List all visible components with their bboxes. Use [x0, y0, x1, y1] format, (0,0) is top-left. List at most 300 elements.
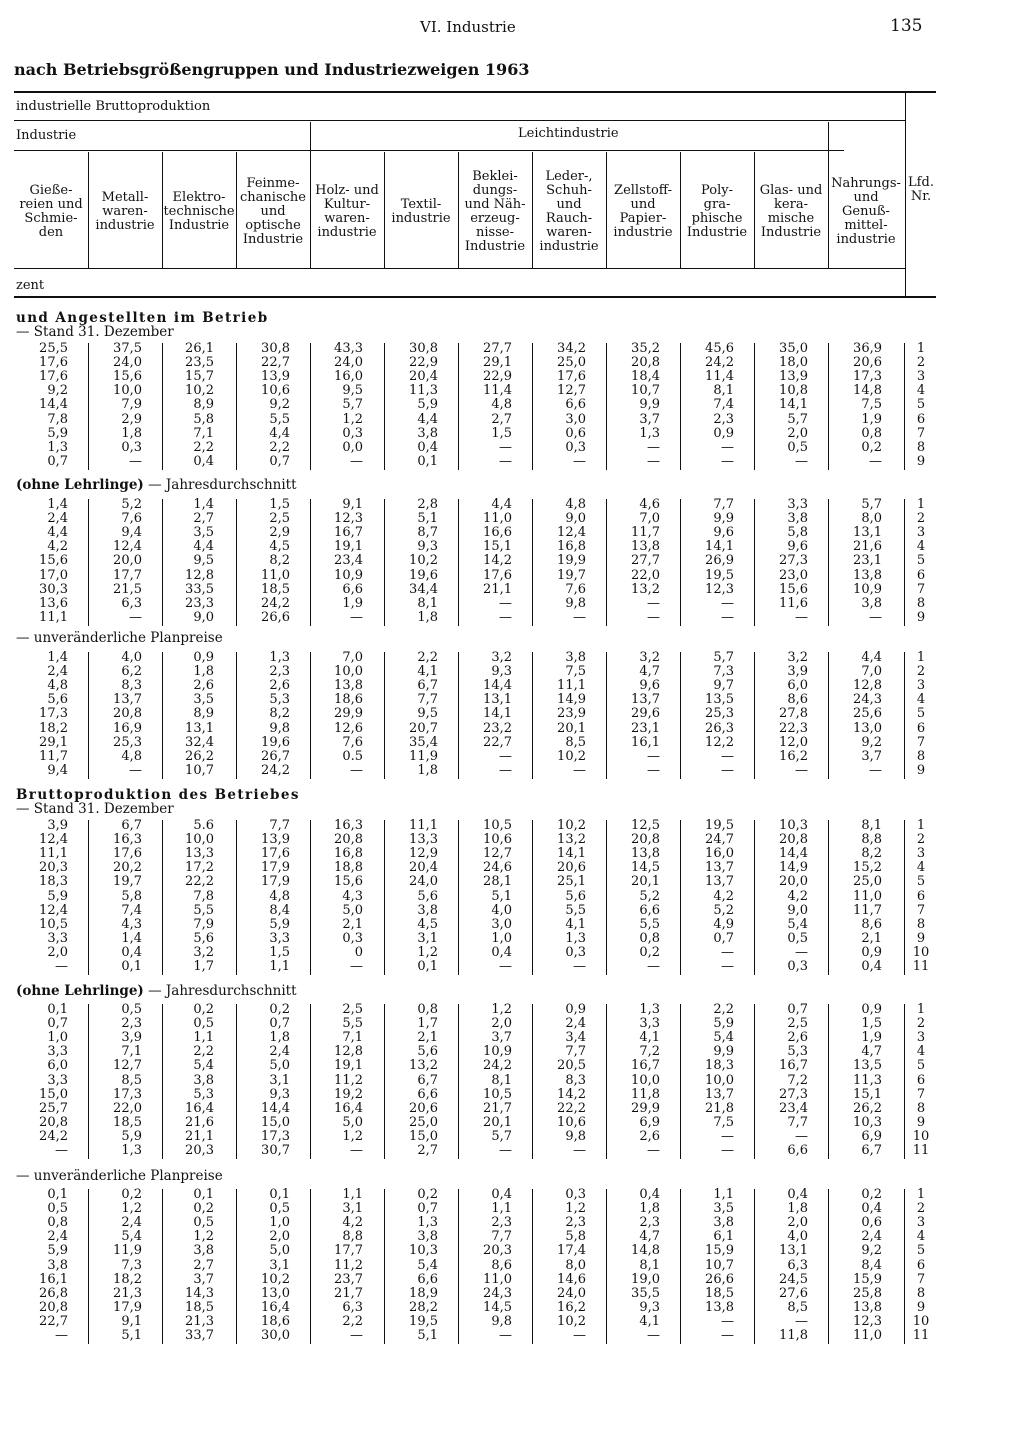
table-cell: 12,4: [557, 525, 586, 541]
column-rule: [828, 652, 829, 779]
row-number: 9: [916, 1299, 926, 1315]
table-cell: 16,8: [334, 846, 363, 862]
table-cell: 1,4: [121, 930, 142, 946]
table-cell: 27,8: [779, 706, 808, 722]
table-cell: 2,9: [269, 525, 290, 541]
table-cell: 0,2: [861, 439, 882, 455]
table-cell: —: [721, 1143, 734, 1158]
table-cell: 0: [354, 944, 363, 960]
table-cell: 18,9: [409, 1285, 438, 1301]
table-cell: 19,6: [261, 734, 290, 750]
table-cell: 3,1: [269, 1072, 290, 1088]
column-rule: [532, 499, 533, 626]
table-cell: 7,5: [713, 1114, 734, 1130]
table-cell: 7,7: [787, 1114, 808, 1130]
table-cell: 32,4: [185, 734, 214, 750]
row-number: 10: [912, 1128, 930, 1144]
table-cell: 3,4: [565, 1030, 586, 1046]
table-cell: 17,3: [853, 369, 882, 385]
industrie-label: Industrie: [16, 128, 77, 143]
table-cell: 3,9: [47, 818, 68, 833]
column-rule: [162, 1189, 163, 1344]
table-cell: 17,0: [39, 567, 68, 583]
table-cell: 1,1: [491, 1201, 512, 1217]
lfd-nr-rule: [904, 499, 905, 626]
table-cell: 12,5: [631, 818, 660, 833]
row-number: 2: [916, 1201, 926, 1217]
table-cell: 4,4: [193, 539, 214, 555]
table-cell: 1,2: [342, 1128, 363, 1144]
table-cell: 29,1: [39, 734, 68, 750]
table-cell: 11,0: [483, 511, 512, 527]
row-number: 10: [912, 1313, 930, 1329]
column-rule: [458, 1189, 459, 1344]
table-cell: 5,8: [787, 525, 808, 541]
table-cell: 10,8: [779, 383, 808, 399]
row-number: 11: [912, 1328, 930, 1343]
table-cell: 2,8: [417, 497, 438, 512]
table-cell: 20,8: [334, 832, 363, 848]
table-cell: 30,3: [39, 581, 68, 597]
table-cell: 25,7: [39, 1100, 68, 1116]
table-cell: 2,7: [417, 1143, 438, 1158]
table-cell: —: [721, 748, 734, 764]
table-cell: 21,7: [334, 1285, 363, 1301]
table-cell: 2,7: [193, 1257, 214, 1273]
table-cell: 28,1: [483, 874, 512, 890]
row-number: 6: [916, 1072, 926, 1088]
table-cell: —: [721, 453, 734, 469]
table-cell: 24,0: [557, 1285, 586, 1301]
row-number: 4: [916, 383, 926, 399]
column-rule: [458, 652, 459, 779]
table-cell: 26,1: [185, 341, 214, 356]
table-cell: 0,3: [342, 930, 363, 946]
row-number: 1: [916, 818, 926, 833]
table-cell: 10,0: [113, 383, 142, 399]
table-cell: 26,7: [261, 748, 290, 764]
table-cell: 14,5: [631, 860, 660, 876]
table-cell: 16,8: [557, 539, 586, 555]
table-cell: 7,7: [565, 1044, 586, 1060]
table-cell: 30,8: [409, 341, 438, 356]
table-cell: 7,8: [193, 888, 214, 904]
table-cell: 10,6: [261, 383, 290, 399]
table-cell: 21,6: [853, 539, 882, 555]
table-cell: 9,1: [342, 497, 363, 512]
table-cell: 4,2: [342, 1215, 363, 1231]
column-header: Poly- gra- phische Industrie: [686, 183, 748, 240]
table-cell: 0,1: [417, 959, 438, 974]
row-number: 3: [916, 1030, 926, 1046]
table-cell: —: [869, 609, 882, 625]
table-cell: 5,1: [121, 1328, 142, 1343]
row-number: 6: [916, 411, 926, 427]
table-cell: 30,7: [261, 1143, 290, 1158]
column-header: Elektro- technische Industrie: [163, 190, 235, 233]
table-cell: 20,5: [557, 1058, 586, 1074]
table-cell: 13,7: [631, 692, 660, 708]
table-cell: 9,6: [639, 678, 660, 694]
table-cell: 9,4: [47, 762, 68, 778]
table-cell: 16,1: [631, 734, 660, 750]
table-cell: 4,4: [861, 650, 882, 665]
column-rule: [310, 1189, 311, 1344]
table-cell: 10,0: [631, 1072, 660, 1088]
table-cell: 1,3: [565, 930, 586, 946]
table-cell: 12,2: [705, 734, 734, 750]
table-cell: 13,5: [705, 692, 734, 708]
table-cell: 0,2: [193, 1201, 214, 1217]
table-cell: 0,9: [193, 650, 214, 665]
row-number: 9: [916, 1114, 926, 1130]
table-cell: 6,7: [417, 678, 438, 694]
table-cell: 4,8: [491, 397, 512, 413]
header-column-rule: [828, 122, 829, 268]
table-cell: —: [795, 453, 808, 469]
table-cell: 9,6: [713, 525, 734, 541]
table-cell: —: [869, 453, 882, 469]
table-cell: 5,2: [713, 902, 734, 918]
table-cell: 17,6: [113, 846, 142, 862]
row-number: 3: [916, 525, 926, 541]
table-cell: 26,6: [261, 609, 290, 625]
table-cell: 0,5: [193, 1016, 214, 1032]
table-cell: 19,5: [705, 567, 734, 583]
table-cell: 5,6: [193, 930, 214, 946]
table-cell: 0,2: [861, 1187, 882, 1202]
table-cell: 10,9: [853, 581, 882, 597]
table-cell: —: [647, 748, 660, 764]
table-cell: 22,9: [409, 355, 438, 371]
table-cell: 8,5: [787, 1299, 808, 1315]
table-cell: 5,1: [417, 511, 438, 527]
rule-header-bottom: [14, 296, 936, 298]
table-cell: 13,2: [409, 1058, 438, 1074]
table-cell: 28,2: [409, 1299, 438, 1315]
row-number: 8: [916, 916, 926, 932]
table-cell: 16,4: [185, 1100, 214, 1116]
table-cell: 4,4: [47, 525, 68, 541]
table-cell: 25,3: [113, 734, 142, 750]
row-number: 5: [916, 706, 926, 722]
table-cell: —: [721, 595, 734, 611]
table-cell: 6,2: [121, 664, 142, 680]
table-cell: 3,8: [417, 425, 438, 441]
table-cell: 0,7: [47, 1016, 68, 1032]
row-number: 8: [916, 1285, 926, 1301]
table-cell: 2,3: [491, 1215, 512, 1231]
table-cell: —: [573, 959, 586, 974]
table-cell: 9,8: [565, 1128, 586, 1144]
row-number: 8: [916, 595, 926, 611]
table-cell: 5,9: [269, 916, 290, 932]
row-number: 6: [916, 720, 926, 736]
table-cell: 5,6: [417, 1044, 438, 1060]
table-cell: 7,7: [491, 1229, 512, 1245]
table-cell: 5.6: [193, 818, 214, 833]
header-column-rule: [88, 152, 89, 268]
table-cell: 0,8: [417, 1002, 438, 1017]
running-head: [0, 16, 1024, 40]
table-cell: 11,8: [631, 1086, 660, 1102]
table-cell: 24,2: [261, 762, 290, 778]
table-cell: 7,4: [713, 397, 734, 413]
table-cell: 4,8: [269, 888, 290, 904]
leichtindustrie-label: Leichtindustrie: [518, 126, 619, 141]
column-rule: [606, 499, 607, 626]
table-cell: 5,9: [47, 425, 68, 441]
table-cell: 3,8: [861, 595, 882, 611]
table-cell: 29,6: [631, 706, 660, 722]
table-cell: 16,4: [334, 1100, 363, 1116]
table-cell: 18,0: [779, 355, 808, 371]
table-cell: 0,1: [121, 959, 142, 974]
table-cell: 10,2: [557, 1313, 586, 1329]
table-cell: 7,7: [713, 497, 734, 512]
column-rule: [236, 499, 237, 626]
table-cell: 19,1: [334, 1058, 363, 1074]
table-cell: 19,7: [557, 567, 586, 583]
row-number: 2: [916, 832, 926, 848]
table-cell: 11,0: [483, 1271, 512, 1287]
table-cell: 14,4: [39, 397, 68, 413]
table-cell: 20,6: [853, 355, 882, 371]
table-cell: 6,0: [787, 678, 808, 694]
rule-under-leicht: [312, 150, 832, 151]
table-cell: 22,7: [261, 355, 290, 371]
table-cell: 23,9: [557, 706, 586, 722]
table-cell: 17,6: [39, 355, 68, 371]
table-cell: 35,4: [409, 734, 438, 750]
table-cell: —: [350, 609, 363, 625]
table-cell: 18,5: [113, 1114, 142, 1130]
rule-top: [14, 91, 936, 93]
table-cell: 10,7: [185, 762, 214, 778]
table-cell: —: [647, 609, 660, 625]
table-cell: 2,2: [713, 1002, 734, 1017]
column-header: Zellstoff- und Papier- industrie: [613, 183, 673, 240]
table-cell: 19,2: [334, 1086, 363, 1102]
table-cell: 8,0: [861, 511, 882, 527]
subheading-text: — unveränderliche Planpreise: [16, 630, 223, 646]
table-cell: 17,3: [113, 1086, 142, 1102]
subheading-1: [16, 477, 297, 493]
table-cell: 12,3: [853, 1313, 882, 1329]
table-cell: 2,3: [121, 1016, 142, 1032]
table-cell: 4,8: [565, 497, 586, 512]
column-rule: [606, 1004, 607, 1159]
table-cell: 2,0: [47, 944, 68, 960]
row-number: 6: [916, 888, 926, 904]
table-cell: 0,9: [861, 944, 882, 960]
header-column-rule: [310, 122, 311, 268]
table-cell: 0,1: [269, 1187, 290, 1202]
table-cell: 1,2: [417, 944, 438, 960]
table-cell: 2,3: [269, 664, 290, 680]
table-cell: 20,3: [483, 1243, 512, 1259]
table-cell: 9,2: [269, 397, 290, 413]
table-cell: 5,3: [269, 692, 290, 708]
table-cell: 8,7: [417, 525, 438, 541]
table-cell: 2,6: [269, 678, 290, 694]
table-cell: 13,9: [261, 369, 290, 385]
table-cell: 5,5: [639, 916, 660, 932]
table-cell: 9,0: [787, 902, 808, 918]
column-rule: [88, 1004, 89, 1159]
table-cell: 19,5: [409, 1313, 438, 1329]
table-cell: 16,7: [779, 1058, 808, 1074]
column-rule: [162, 652, 163, 779]
header-column-rule: [754, 152, 755, 268]
column-rule: [236, 820, 237, 975]
table-cell: 14,2: [483, 553, 512, 569]
header-column-rule: [532, 152, 533, 268]
table-cell: 20,3: [185, 1143, 214, 1158]
row-number: 1: [916, 1002, 926, 1017]
header-column-rule: [236, 152, 237, 268]
table-cell: 2,4: [47, 1229, 68, 1245]
table-cell: 19,7: [113, 874, 142, 890]
table-cell: 20,8: [779, 832, 808, 848]
table-cell: 17,9: [261, 860, 290, 876]
column-rule: [754, 343, 755, 470]
table-cell: 9,2: [861, 734, 882, 750]
column-rule: [532, 820, 533, 975]
table-cell: 8,1: [861, 818, 882, 833]
table-cell: 0,9: [565, 1002, 586, 1017]
table-cell: 8,5: [121, 1072, 142, 1088]
table-cell: 0,0: [342, 439, 363, 455]
table-cell: 21,5: [113, 581, 142, 597]
table-cell: 26,3: [705, 720, 734, 736]
table-cell: 8,1: [713, 383, 734, 399]
table-cell: 1,2: [565, 1201, 586, 1217]
table-cell: 17,6: [483, 567, 512, 583]
table-cell: 25,5: [39, 341, 68, 356]
table-cell: 5,9: [417, 397, 438, 413]
table-cell: 14,3: [185, 1285, 214, 1301]
table-cell: 24,7: [705, 832, 734, 848]
table-cell: 10,3: [853, 1114, 882, 1130]
table-cell: 15,2: [853, 860, 882, 876]
table-cell: 17,2: [185, 860, 214, 876]
table-cell: 24,2: [705, 355, 734, 371]
unit-label: zent: [16, 278, 45, 293]
table-cell: 11,1: [557, 678, 586, 694]
table-cell: 6,6: [417, 1271, 438, 1287]
table-cell: 15,6: [779, 581, 808, 597]
column-rule: [310, 652, 311, 779]
table-cell: 2,6: [787, 1030, 808, 1046]
table-cell: 11,1: [39, 846, 68, 862]
table-cell: 8,2: [269, 553, 290, 569]
table-cell: 3,3: [269, 930, 290, 946]
table-cell: 18,3: [39, 874, 68, 890]
table-cell: 17,6: [261, 846, 290, 862]
table-cell: 25,6: [853, 706, 882, 722]
header-column-rule: [458, 152, 459, 268]
table-cell: 0,2: [269, 1002, 290, 1017]
table-cell: 9,9: [639, 397, 660, 413]
column-header: Metall- waren- industrie: [95, 190, 155, 233]
table-cell: 0,5: [787, 439, 808, 455]
table-cell: 16,6: [483, 525, 512, 541]
table-cell: 0,4: [491, 1187, 512, 1202]
column-rule: [606, 652, 607, 779]
table-cell: 6,3: [121, 595, 142, 611]
table-cell: 0,5: [269, 1201, 290, 1217]
table-cell: 7,7: [269, 818, 290, 833]
table-cell: 0,3: [787, 959, 808, 974]
table-cell: 0,4: [491, 944, 512, 960]
bruttoproduktion-label: industrielle Bruttoproduktion: [16, 99, 211, 114]
table-cell: —: [499, 1328, 512, 1343]
table-cell: 29,9: [334, 706, 363, 722]
table-cell: 0,2: [193, 1002, 214, 1017]
table-cell: —: [499, 748, 512, 764]
table-cell: 6,0: [47, 1058, 68, 1074]
table-cell: 10,9: [483, 1044, 512, 1060]
table-cell: 10,9: [334, 567, 363, 583]
table-cell: 0,1: [417, 453, 438, 469]
table-cell: 5,8: [193, 411, 214, 427]
column-rule: [162, 1004, 163, 1159]
table-cell: 20,4: [409, 860, 438, 876]
table-cell: 7,1: [121, 1044, 142, 1060]
table-cell: 1,9: [342, 595, 363, 611]
table-cell: —: [499, 762, 512, 778]
table-cell: 16,0: [705, 846, 734, 862]
table-cell: 29,1: [483, 355, 512, 371]
table-cell: 18,3: [705, 1058, 734, 1074]
table-cell: 8,1: [417, 595, 438, 611]
table-cell: 12,4: [113, 539, 142, 555]
table-cell: 9,4: [121, 525, 142, 541]
table-cell: 0,2: [121, 1187, 142, 1202]
table-cell: —: [647, 595, 660, 611]
table-cell: 13,1: [185, 720, 214, 736]
table-cell: —: [573, 609, 586, 625]
table-cell: 1,4: [47, 650, 68, 665]
table-cell: 5,8: [121, 888, 142, 904]
table-cell: 12,7: [483, 846, 512, 862]
table-cell: 3,2: [491, 650, 512, 665]
table-cell: 13,0: [853, 720, 882, 736]
table-cell: 1,3: [639, 425, 660, 441]
column-rule: [680, 499, 681, 626]
table-cell: 20,8: [113, 706, 142, 722]
row-number: 4: [916, 539, 926, 555]
table-cell: 10,0: [334, 664, 363, 680]
table-cell: 12,9: [409, 846, 438, 862]
table-cell: 16,4: [261, 1299, 290, 1315]
column-rule: [828, 1004, 829, 1159]
table-cell: —: [573, 1328, 586, 1343]
row-number: 1: [916, 497, 926, 512]
column-rule: [310, 820, 311, 975]
table-cell: 7,6: [342, 734, 363, 750]
table-cell: 4,5: [269, 539, 290, 555]
table-cell: 14,1: [557, 846, 586, 862]
table-cell: 13,8: [631, 846, 660, 862]
table-cell: 5,2: [121, 497, 142, 512]
table-cell: 7,2: [787, 1072, 808, 1088]
table-cell: 11,7: [631, 525, 660, 541]
table-cell: —: [573, 762, 586, 778]
row-number: 6: [916, 567, 926, 583]
table-cell: 2,1: [342, 916, 363, 932]
